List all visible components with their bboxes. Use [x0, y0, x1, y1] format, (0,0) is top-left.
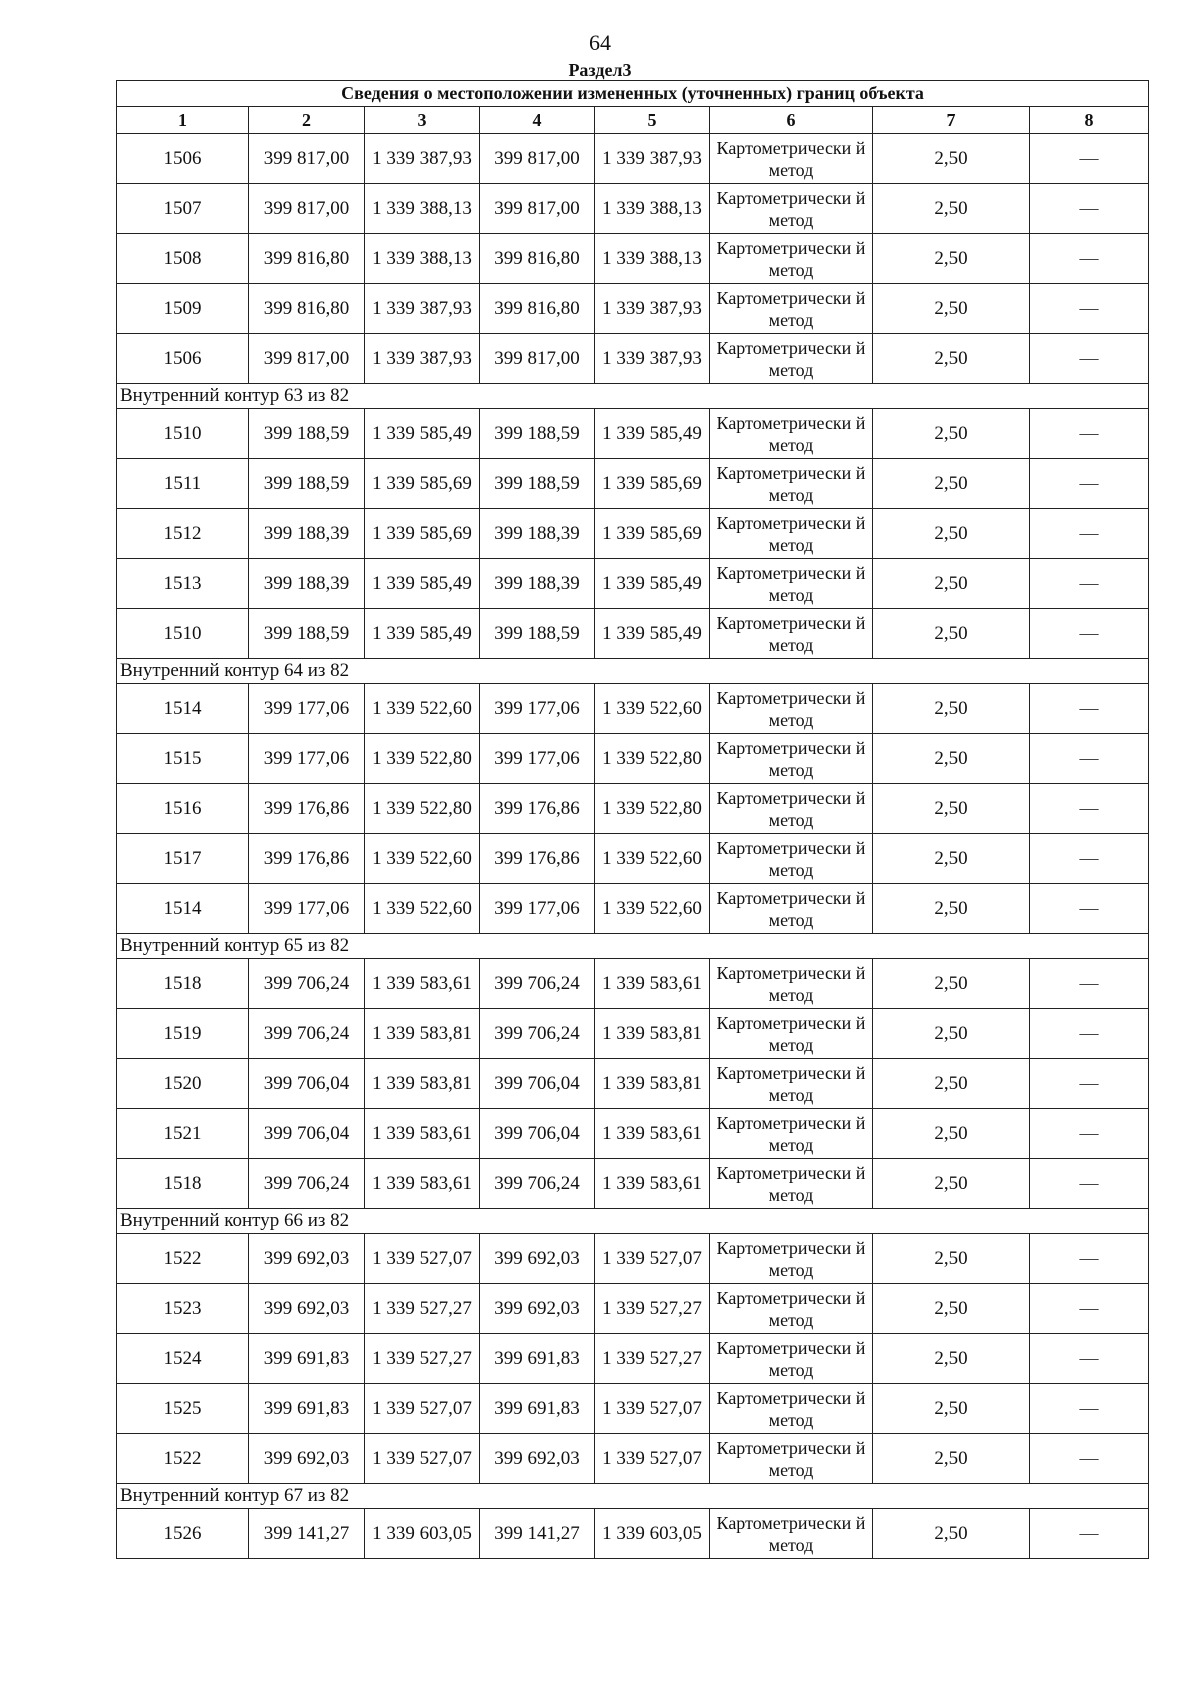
table-row [117, 1434, 1149, 1484]
cell-x-old: 399 817,00 [249, 334, 365, 384]
cell-y-old: 1 339 583,61 [365, 1109, 480, 1159]
cell-point-number: 1511 [117, 459, 249, 509]
cell-y-new: 1 339 527,07 [595, 1434, 710, 1484]
cell-point-number: 1525 [117, 1384, 249, 1434]
cell-point-number: 1514 [117, 884, 249, 934]
cell-method: Картометрически й метод [710, 1509, 873, 1559]
cell-x-new: 399 817,00 [480, 184, 595, 234]
table-row [117, 284, 1149, 334]
cell-method: Картометрически й метод [710, 459, 873, 509]
cell-accuracy: 2,50 [873, 959, 1030, 1009]
cell-point-number: 1523 [117, 1284, 249, 1334]
cell-y-old: 1 339 522,80 [365, 784, 480, 834]
cell-accuracy: 2,50 [873, 1284, 1030, 1334]
cell-x-old: 399 141,27 [249, 1509, 365, 1559]
column-number-7: 7 [873, 107, 1030, 134]
cell-x-new: 399 706,04 [480, 1059, 595, 1109]
cell-x-old: 399 706,24 [249, 1159, 365, 1209]
cell-point-number: 1510 [117, 409, 249, 459]
cell-method: Картометрически й метод [710, 1159, 873, 1209]
column-number-2: 2 [249, 107, 365, 134]
cell-method: Картометрически й метод [710, 134, 873, 184]
cell-accuracy: 2,50 [873, 334, 1030, 384]
cell-x-new: 399 706,24 [480, 1159, 595, 1209]
column-number-1: 1 [117, 107, 249, 134]
cell-x-new: 399 176,86 [480, 784, 595, 834]
cell-accuracy: 2,50 [873, 1434, 1030, 1484]
cell-x-old: 399 691,83 [249, 1384, 365, 1434]
cell-y-old: 1 339 585,69 [365, 509, 480, 559]
cell-note: — [1030, 734, 1149, 784]
cell-method: Картометрически й метод [710, 334, 873, 384]
cell-x-new: 399 177,06 [480, 684, 595, 734]
table-row [117, 959, 1149, 1009]
cell-y-old: 1 339 388,13 [365, 234, 480, 284]
cell-y-new: 1 339 387,93 [595, 134, 710, 184]
cell-method: Картометрически й метод [710, 684, 873, 734]
cell-point-number: 1522 [117, 1234, 249, 1284]
cell-x-old: 399 188,59 [249, 609, 365, 659]
table-row [117, 784, 1149, 834]
cell-x-new: 399 188,59 [480, 459, 595, 509]
cell-note: — [1030, 834, 1149, 884]
cell-point-number: 1509 [117, 284, 249, 334]
table-row [117, 234, 1149, 284]
cell-point-number: 1526 [117, 1509, 249, 1559]
cell-y-new: 1 339 527,27 [595, 1284, 710, 1334]
cell-point-number: 1517 [117, 834, 249, 884]
cell-y-old: 1 339 585,69 [365, 459, 480, 509]
cell-accuracy: 2,50 [873, 1334, 1030, 1384]
cell-y-old: 1 339 527,07 [365, 1234, 480, 1284]
cell-y-old: 1 339 522,60 [365, 884, 480, 934]
cell-method: Картометрически й метод [710, 884, 873, 934]
cell-y-new: 1 339 585,49 [595, 559, 710, 609]
cell-point-number: 1506 [117, 334, 249, 384]
cell-accuracy: 2,50 [873, 234, 1030, 284]
cell-y-new: 1 339 388,13 [595, 234, 710, 284]
cell-x-old: 399 188,39 [249, 509, 365, 559]
cell-accuracy: 2,50 [873, 834, 1030, 884]
cell-note: — [1030, 1334, 1149, 1384]
cell-y-old: 1 339 583,81 [365, 1059, 480, 1109]
column-number-4: 4 [480, 107, 595, 134]
cell-note: — [1030, 134, 1149, 184]
cell-note: — [1030, 609, 1149, 659]
cell-y-new: 1 339 583,61 [595, 1159, 710, 1209]
cell-x-old: 399 188,39 [249, 559, 365, 609]
cell-accuracy: 2,50 [873, 134, 1030, 184]
table-row [117, 459, 1149, 509]
cell-y-old: 1 339 585,49 [365, 409, 480, 459]
table-row [117, 1509, 1149, 1559]
cell-accuracy: 2,50 [873, 409, 1030, 459]
contour-header: Внутренний контур 63 из 82 [117, 384, 1149, 409]
cell-x-new: 399 188,39 [480, 509, 595, 559]
cell-x-new: 399 817,00 [480, 334, 595, 384]
cell-x-new: 399 816,80 [480, 284, 595, 334]
cell-x-new: 399 188,59 [480, 409, 595, 459]
section-title: Раздел3 [568, 60, 632, 80]
cell-x-new: 399 691,83 [480, 1334, 595, 1384]
table-caption: Сведения о местоположении измененных (уточненных) границ объекта [117, 81, 1149, 107]
cell-point-number: 1519 [117, 1009, 249, 1059]
cell-note: — [1030, 509, 1149, 559]
cell-y-new: 1 339 522,60 [595, 684, 710, 734]
cell-x-new: 399 706,24 [480, 1009, 595, 1059]
cell-note: — [1030, 559, 1149, 609]
table-row [117, 1384, 1149, 1434]
cell-point-number: 1506 [117, 134, 249, 184]
cell-x-old: 399 817,00 [249, 134, 365, 184]
table-body [117, 134, 1149, 1559]
cell-x-old: 399 176,86 [249, 784, 365, 834]
contour-header-row [117, 384, 1149, 409]
cell-accuracy: 2,50 [873, 1509, 1030, 1559]
column-number-5: 5 [595, 107, 710, 134]
cell-method: Картометрически й метод [710, 284, 873, 334]
cell-y-old: 1 339 583,61 [365, 959, 480, 1009]
cell-y-new: 1 339 585,69 [595, 509, 710, 559]
cell-y-new: 1 339 603,05 [595, 1509, 710, 1559]
cell-method: Картометрически й метод [710, 509, 873, 559]
cell-note: — [1030, 1059, 1149, 1109]
table-row [117, 559, 1149, 609]
cell-y-old: 1 339 527,27 [365, 1334, 480, 1384]
cell-x-old: 399 706,04 [249, 1059, 365, 1109]
cell-x-new: 399 692,03 [480, 1284, 595, 1334]
cell-y-new: 1 339 583,81 [595, 1059, 710, 1109]
cell-y-new: 1 339 522,60 [595, 834, 710, 884]
contour-header-row [117, 1209, 1149, 1234]
cell-x-old: 399 177,06 [249, 684, 365, 734]
cell-method: Картометрически й метод [710, 1234, 873, 1284]
cell-point-number: 1507 [117, 184, 249, 234]
cell-x-new: 399 691,83 [480, 1384, 595, 1434]
cell-point-number: 1508 [117, 234, 249, 284]
contour-header-row [117, 659, 1149, 684]
cell-x-old: 399 176,86 [249, 834, 365, 884]
table-row [117, 334, 1149, 384]
cell-method: Картометрически й метод [710, 609, 873, 659]
cell-x-old: 399 816,80 [249, 284, 365, 334]
table-row [117, 184, 1149, 234]
cell-x-new: 399 141,27 [480, 1509, 595, 1559]
cell-method: Картометрически й метод [710, 959, 873, 1009]
cell-y-old: 1 339 583,81 [365, 1009, 480, 1059]
cell-x-new: 399 188,39 [480, 559, 595, 609]
cell-x-new: 399 692,03 [480, 1434, 595, 1484]
cell-x-old: 399 706,24 [249, 959, 365, 1009]
cell-y-new: 1 339 527,07 [595, 1234, 710, 1284]
cell-y-old: 1 339 387,93 [365, 134, 480, 184]
cell-accuracy: 2,50 [873, 1109, 1030, 1159]
cell-accuracy: 2,50 [873, 684, 1030, 734]
cell-point-number: 1518 [117, 959, 249, 1009]
cell-accuracy: 2,50 [873, 184, 1030, 234]
cell-note: — [1030, 684, 1149, 734]
table-row [117, 1334, 1149, 1384]
cell-note: — [1030, 1009, 1149, 1059]
table-row [117, 1009, 1149, 1059]
table-row [117, 734, 1149, 784]
cell-point-number: 1515 [117, 734, 249, 784]
cell-accuracy: 2,50 [873, 1059, 1030, 1109]
cell-y-old: 1 339 585,49 [365, 559, 480, 609]
cell-y-new: 1 339 388,13 [595, 184, 710, 234]
cell-method: Картометрически й метод [710, 834, 873, 884]
cell-accuracy: 2,50 [873, 1009, 1030, 1059]
column-number-6: 6 [710, 107, 873, 134]
cell-method: Картометрически й метод [710, 784, 873, 834]
cell-note: — [1030, 234, 1149, 284]
cell-x-old: 399 816,80 [249, 234, 365, 284]
cell-y-new: 1 339 522,80 [595, 784, 710, 834]
table-row [117, 1284, 1149, 1334]
cell-y-new: 1 339 527,27 [595, 1334, 710, 1384]
boundary-table [116, 80, 1149, 1559]
cell-note: — [1030, 284, 1149, 334]
cell-point-number: 1520 [117, 1059, 249, 1109]
cell-method: Картометрически й метод [710, 1434, 873, 1484]
cell-x-old: 399 692,03 [249, 1284, 365, 1334]
table-row [117, 1234, 1149, 1284]
cell-note: — [1030, 1284, 1149, 1334]
table-row [117, 884, 1149, 934]
cell-accuracy: 2,50 [873, 509, 1030, 559]
page-number: 64 [589, 30, 611, 55]
cell-x-old: 399 188,59 [249, 409, 365, 459]
cell-accuracy: 2,50 [873, 1234, 1030, 1284]
cell-y-new: 1 339 583,81 [595, 1009, 710, 1059]
cell-y-new: 1 339 387,93 [595, 284, 710, 334]
cell-accuracy: 2,50 [873, 459, 1030, 509]
cell-method: Картометрически й метод [710, 184, 873, 234]
contour-header: Внутренний контур 67 из 82 [117, 1484, 1149, 1509]
cell-accuracy: 2,50 [873, 784, 1030, 834]
cell-note: — [1030, 1109, 1149, 1159]
cell-y-old: 1 339 387,93 [365, 334, 480, 384]
contour-header-row [117, 1484, 1149, 1509]
cell-x-new: 399 706,04 [480, 1109, 595, 1159]
cell-y-old: 1 339 527,07 [365, 1434, 480, 1484]
cell-note: — [1030, 334, 1149, 384]
cell-method: Картометрически й метод [710, 1334, 873, 1384]
cell-point-number: 1524 [117, 1334, 249, 1384]
cell-point-number: 1512 [117, 509, 249, 559]
cell-x-new: 399 692,03 [480, 1234, 595, 1284]
cell-note: — [1030, 1384, 1149, 1434]
table-row [117, 509, 1149, 559]
cell-x-new: 399 177,06 [480, 734, 595, 784]
cell-accuracy: 2,50 [873, 284, 1030, 334]
column-number-row [117, 107, 1149, 134]
contour-header: Внутренний контур 64 из 82 [117, 659, 1149, 684]
cell-accuracy: 2,50 [873, 609, 1030, 659]
contour-header: Внутренний контур 66 из 82 [117, 1209, 1149, 1234]
cell-y-new: 1 339 585,69 [595, 459, 710, 509]
cell-x-old: 399 706,04 [249, 1109, 365, 1159]
table-row [117, 609, 1149, 659]
cell-note: — [1030, 784, 1149, 834]
cell-method: Картометрически й метод [710, 409, 873, 459]
cell-y-new: 1 339 585,49 [595, 609, 710, 659]
cell-x-new: 399 188,59 [480, 609, 595, 659]
cell-y-old: 1 339 522,60 [365, 684, 480, 734]
cell-note: — [1030, 459, 1149, 509]
cell-method: Картометрически й метод [710, 559, 873, 609]
cell-x-old: 399 692,03 [249, 1434, 365, 1484]
cell-method: Картометрически й метод [710, 1109, 873, 1159]
cell-y-new: 1 339 583,61 [595, 959, 710, 1009]
cell-method: Картометрически й метод [710, 234, 873, 284]
cell-y-new: 1 339 522,80 [595, 734, 710, 784]
table-row [117, 1059, 1149, 1109]
cell-y-old: 1 339 585,49 [365, 609, 480, 659]
cell-y-old: 1 339 522,60 [365, 834, 480, 884]
cell-x-old: 399 691,83 [249, 1334, 365, 1384]
cell-point-number: 1521 [117, 1109, 249, 1159]
cell-method: Картометрически й метод [710, 734, 873, 784]
table-row [117, 1109, 1149, 1159]
contour-header: Внутренний контур 65 из 82 [117, 934, 1149, 959]
cell-point-number: 1514 [117, 684, 249, 734]
cell-y-old: 1 339 527,07 [365, 1384, 480, 1434]
cell-accuracy: 2,50 [873, 884, 1030, 934]
table-row [117, 834, 1149, 884]
cell-y-new: 1 339 522,60 [595, 884, 710, 934]
cell-point-number: 1522 [117, 1434, 249, 1484]
cell-note: — [1030, 1509, 1149, 1559]
cell-y-old: 1 339 527,27 [365, 1284, 480, 1334]
cell-y-old: 1 339 522,80 [365, 734, 480, 784]
cell-point-number: 1513 [117, 559, 249, 609]
table-row [117, 409, 1149, 459]
cell-accuracy: 2,50 [873, 734, 1030, 784]
cell-note: — [1030, 1234, 1149, 1284]
cell-y-new: 1 339 583,61 [595, 1109, 710, 1159]
cell-y-new: 1 339 585,49 [595, 409, 710, 459]
cell-accuracy: 2,50 [873, 559, 1030, 609]
cell-y-new: 1 339 527,07 [595, 1384, 710, 1434]
cell-x-new: 399 817,00 [480, 134, 595, 184]
cell-y-old: 1 339 583,61 [365, 1159, 480, 1209]
column-number-8: 8 [1030, 107, 1149, 134]
cell-x-old: 399 177,06 [249, 884, 365, 934]
cell-x-new: 399 706,24 [480, 959, 595, 1009]
table-row [117, 1159, 1149, 1209]
cell-method: Картометрически й метод [710, 1384, 873, 1434]
cell-x-old: 399 692,03 [249, 1234, 365, 1284]
cell-method: Картометрически й метод [710, 1284, 873, 1334]
cell-method: Картометрически й метод [710, 1009, 873, 1059]
contour-header-row [117, 934, 1149, 959]
cell-note: — [1030, 884, 1149, 934]
table-row [117, 134, 1149, 184]
cell-y-old: 1 339 388,13 [365, 184, 480, 234]
table-row [117, 684, 1149, 734]
cell-note: — [1030, 409, 1149, 459]
cell-accuracy: 2,50 [873, 1384, 1030, 1434]
cell-x-old: 399 188,59 [249, 459, 365, 509]
cell-note: — [1030, 959, 1149, 1009]
cell-point-number: 1516 [117, 784, 249, 834]
cell-x-old: 399 177,06 [249, 734, 365, 784]
cell-note: — [1030, 1434, 1149, 1484]
cell-y-old: 1 339 603,05 [365, 1509, 480, 1559]
cell-point-number: 1518 [117, 1159, 249, 1209]
cell-x-new: 399 816,80 [480, 234, 595, 284]
cell-y-new: 1 339 387,93 [595, 334, 710, 384]
cell-x-old: 399 706,24 [249, 1009, 365, 1059]
cell-y-old: 1 339 387,93 [365, 284, 480, 334]
cell-point-number: 1510 [117, 609, 249, 659]
cell-x-old: 399 817,00 [249, 184, 365, 234]
cell-x-new: 399 176,86 [480, 834, 595, 884]
cell-note: — [1030, 184, 1149, 234]
column-number-3: 3 [365, 107, 480, 134]
cell-method: Картометрически й метод [710, 1059, 873, 1109]
cell-accuracy: 2,50 [873, 1159, 1030, 1209]
cell-note: — [1030, 1159, 1149, 1209]
cell-x-new: 399 177,06 [480, 884, 595, 934]
